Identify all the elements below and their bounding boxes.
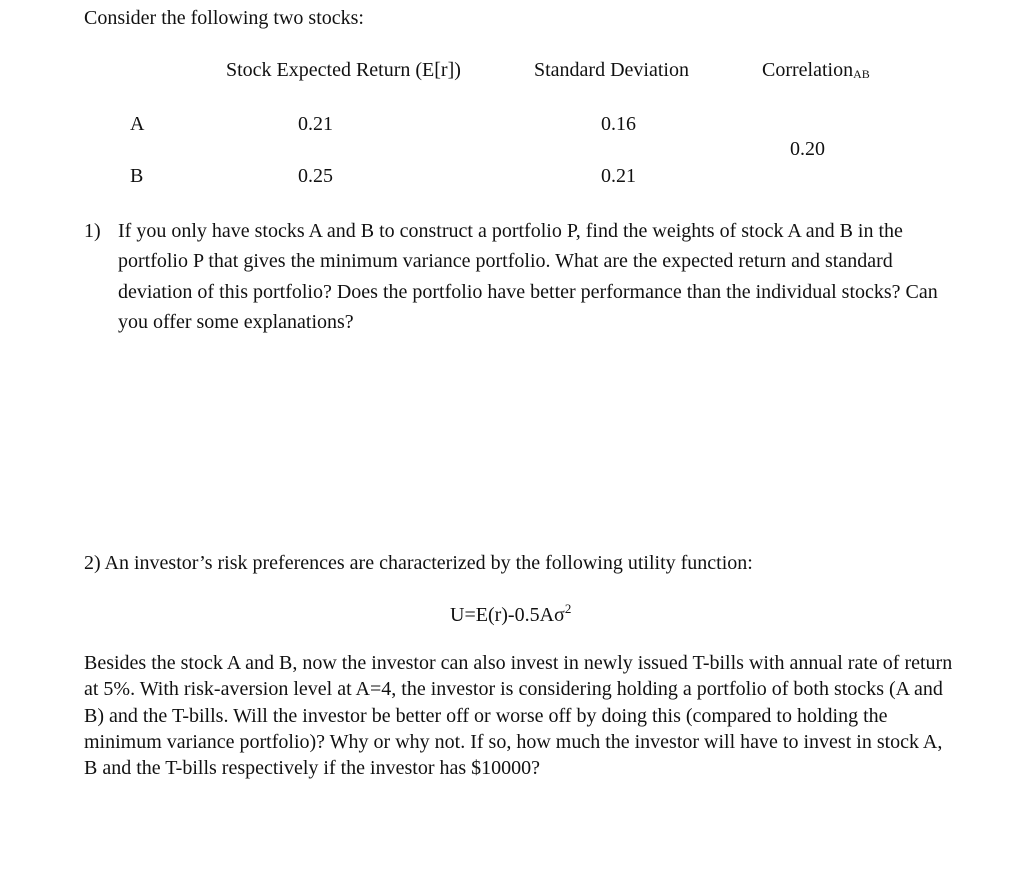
row-b-standard-deviation: 0.21 bbox=[601, 165, 636, 187]
utility-formula-exponent: 2 bbox=[564, 601, 572, 616]
row-b-label: B bbox=[130, 165, 144, 187]
question-2-intro: 2) An investor’s risk preferences are characterized by the following utility function: bbox=[84, 552, 753, 574]
intro-text: Consider the following two stocks: bbox=[84, 7, 364, 29]
row-a-standard-deviation: 0.16 bbox=[601, 113, 636, 135]
question-1-text: If you only have stocks A and B to construct a portfolio P, find the weights of stock A and B in the portfolio P that gives the minimum variance portfolio. What are the expected return and standard deviation of this portfolio? Does the portfolio have better performance than the individual stocks? Can you offer some explanations? bbox=[118, 220, 938, 333]
row-a-label: A bbox=[130, 113, 145, 135]
question-1-number: 1) bbox=[84, 220, 101, 242]
header-correlation-label: Correlation bbox=[762, 59, 854, 81]
header-expected-return: Stock Expected Return (E[r]) bbox=[226, 59, 461, 81]
row-a-expected-return: 0.21 bbox=[298, 113, 333, 135]
utility-formula-text: U=E(r)-0.5Aσ bbox=[450, 604, 565, 626]
utility-formula bbox=[450, 603, 571, 627]
header-correlation bbox=[762, 58, 870, 86]
question-2-text: Besides the stock A and B, now the investor can also invest in newly issued T-bills with annual rate of return at 5%. With risk-aversion level at A=4, the investor is considering holding a portfolio of both stocks (A and B) and the T-bills. Will the investor be better off or worse off by doing this (compared to holding the minimum variance portfolio)? Why or why not. If so, how much the investor will have to invest in stock A, B and the T-bills respectively if the investor has $10000? bbox=[84, 652, 953, 780]
header-standard-deviation: Standard Deviation bbox=[534, 59, 689, 81]
correlation-value: 0.20 bbox=[790, 138, 825, 160]
row-b-expected-return: 0.25 bbox=[298, 165, 333, 187]
question-1 bbox=[84, 216, 964, 337]
header-correlation-subscript: AB bbox=[853, 67, 870, 81]
